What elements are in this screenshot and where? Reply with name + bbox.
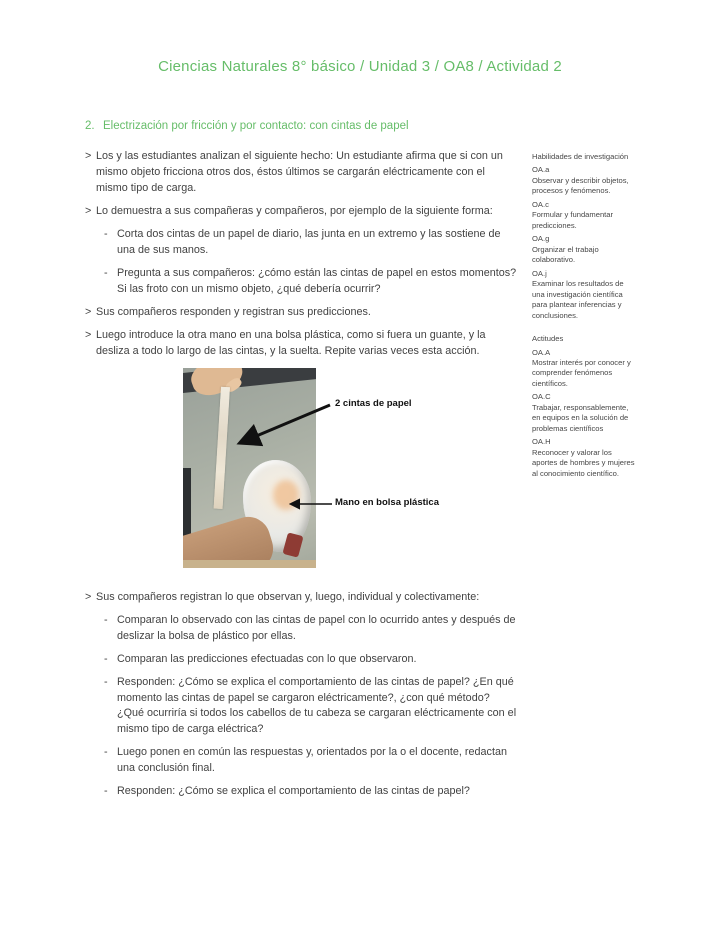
- list-item: [85, 149, 519, 197]
- oa-code: OA.a: [532, 165, 550, 175]
- dash-marker: -: [104, 746, 108, 759]
- list-item-text: Luego ponen en común las respuestas y, orientados por la o el docente, redactan una conclusión final.: [117, 746, 507, 775]
- arrow-icon: [242, 405, 330, 442]
- sidebar-entry: [532, 165, 638, 196]
- oa-text: Reconocer y valorar los aportes de hombres y mujeres al conocimiento científico.: [532, 447, 635, 478]
- sidebar-entry: [532, 392, 638, 434]
- list-item-text: Responden: ¿Cómo se explica el comportamiento de las cintas de papel? ¿En qué momento las cintas de papel se cargaron eléctricamente?, ¿con qué método? ¿Qué ocurriría si todos los cabellos de tu cabeza se cargaran eléctricamente con el mismo tipo de carga eléctrica?: [117, 675, 517, 736]
- dash-marker: -: [104, 675, 108, 688]
- oa-code: OA.C: [532, 392, 551, 402]
- list-item: [85, 328, 519, 360]
- list-item-text: Luego introduce la otra mano en una bolsa plástica, como si fuera un guante, y la desliza a todo lo largo de las cintas, y la suelta. Repite varias veces esta acción.: [96, 328, 486, 357]
- list-item: [85, 305, 519, 321]
- list-item-text: Comparan las predicciones efectuadas con lo que observaron.: [117, 652, 417, 665]
- curriculum-sidebar: [532, 152, 638, 479]
- oa-code: OA.H: [532, 437, 551, 447]
- sidebar-section-title: Habilidades de investigación: [532, 152, 629, 161]
- oa-text: Mostrar interés por conocer y comprender fenómenos científicos.: [532, 357, 631, 388]
- bullet-marker: >: [85, 328, 92, 341]
- list-item: [85, 266, 519, 298]
- bullet-marker: >: [85, 204, 92, 217]
- list-item: [85, 590, 519, 606]
- oa-text: Observar y describir objetos, procesos y fenómenos.: [532, 175, 629, 196]
- oa-text: Trabajar, responsablemente, en equipos en la solución de problemas científicos: [532, 402, 629, 433]
- dash-marker: -: [104, 785, 108, 798]
- list-item: [85, 675, 519, 739]
- list-item-text: Sus compañeros registran lo que observan y, luego, individual y colectivamente:: [96, 590, 480, 603]
- list-item-text: Los y las estudiantes analizan el siguiente hecho: Un estudiante afirma que si con un mismo objeto fricciona otros dos, éstos últimos se cargarán eléctricamente con el mismo tipo de carga.: [96, 150, 503, 194]
- sidebar-entry: [532, 348, 638, 390]
- oa-text: Examinar los resultados de una investigación científica para plantear inferencias y conclusiones.: [532, 279, 624, 320]
- bullet-marker: >: [85, 150, 92, 162]
- bullet-marker: >: [85, 305, 92, 318]
- sidebar-section-habilidades: [532, 152, 638, 321]
- main-content: [85, 120, 519, 807]
- section-heading: [85, 120, 519, 132]
- list-item: [85, 227, 519, 259]
- figure-label-tapes: 2 cintas de papel: [335, 397, 412, 409]
- sidebar-entry: [532, 234, 638, 265]
- list-item-text: Corta dos cintas de un papel de diario, las junta en un extremo y las sostiene de una de sus manos.: [117, 227, 501, 256]
- bullet-marker: >: [85, 590, 92, 603]
- section-title: Electrización por fricción y por contacto: con cintas de papel: [103, 120, 409, 132]
- instruction-list-bottom: [85, 590, 519, 801]
- list-item: [85, 784, 519, 800]
- oa-code: OA.A: [532, 347, 551, 357]
- list-item-text: Responden: ¿Cómo se explica el comportamiento de las cintas de papel?: [117, 785, 470, 798]
- dash-marker: -: [104, 652, 108, 665]
- dash-marker: -: [104, 266, 108, 279]
- list-item: [85, 204, 519, 220]
- instruction-list-top: [85, 149, 519, 360]
- oa-code: OA.j: [532, 268, 547, 278]
- activity-figure: [85, 368, 519, 580]
- sidebar-entry: [532, 269, 638, 321]
- page-title: Ciencias Naturales 8° básico / Unidad 3 / OA8 / Actividad 2: [158, 58, 562, 75]
- sidebar-entry: [532, 437, 638, 479]
- dash-marker: -: [104, 613, 108, 626]
- list-item: [85, 613, 519, 645]
- section-number: 2.: [85, 120, 95, 132]
- oa-code: OA.g: [532, 234, 550, 244]
- oa-text: Organizar el trabajo colaborativo.: [532, 244, 599, 265]
- sidebar-section-title: Actitudes: [532, 334, 564, 344]
- list-item: [85, 652, 519, 668]
- list-item-text: Lo demuestra a sus compañeras y compañeros, por ejemplo de la siguiente forma:: [96, 204, 493, 217]
- sidebar-entry: [532, 200, 638, 231]
- list-item-text: Comparan lo observado con las cintas de papel con lo ocurrido antes y después de deslizar la bolsa de plástico por ellas.: [117, 613, 516, 642]
- dash-marker: -: [104, 227, 108, 240]
- figure-label-bag: Mano en bolsa plástica: [335, 496, 439, 508]
- list-item-text: Pregunta a sus compañeros: ¿cómo están las cintas de papel en estos momentos? Si las froto con un mismo objeto, ¿qué debería ocurrir?: [117, 266, 517, 295]
- list-item-text: Sus compañeros responden y registran sus predicciones.: [96, 305, 371, 318]
- oa-text: Formular y fundamentar predicciones.: [532, 210, 614, 230]
- oa-code: OA.c: [532, 199, 549, 209]
- sidebar-section-actitudes: [532, 334, 638, 479]
- list-item: [85, 745, 519, 777]
